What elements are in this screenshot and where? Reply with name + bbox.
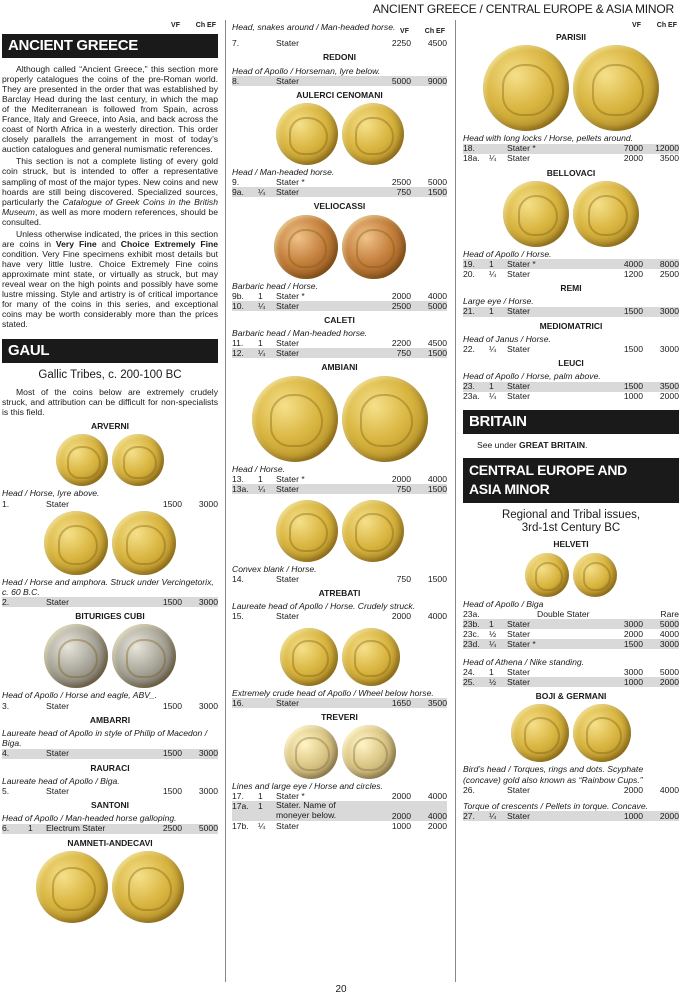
price-row: 23. 1 Stater 1500 3500 [463, 381, 679, 392]
subsection-heading: Regional and Tribal issues, 3rd-1st Century BC [501, 509, 641, 535]
coin-images [463, 553, 679, 597]
coin-images [2, 624, 218, 688]
coin-images [463, 45, 679, 131]
tribe-heading: AMBIANI [321, 362, 358, 373]
price-row: 19. 1 Stater * 4000 8000 [463, 258, 679, 269]
column-divider [225, 20, 226, 982]
price-row: 10. ¼ Stater 2500 5000 [232, 300, 447, 311]
tribe-heading: BOJI & GERMANI [535, 691, 607, 702]
tribe-heading: REDONI [322, 52, 357, 63]
price-row: 8. Stater 5000 9000 [232, 75, 447, 86]
price-row: 5. Stater 1500 3000 [2, 785, 218, 796]
coin-description: Head with long locks / Horse, pellets around. [463, 133, 634, 144]
coin-obverse-image [276, 103, 338, 165]
column-2 [232, 22, 447, 831]
coin-description: Torque of crescents / Pellets in torque. Concave. [463, 801, 649, 812]
coin-obverse-image [276, 500, 338, 562]
tribe-heading: VELIOCASSI [313, 201, 366, 212]
price-row: 22. ¼ Stater 1500 3000 [463, 343, 679, 354]
coin-description: Head of Apollo / Man-headed horse galloping. [2, 813, 177, 824]
tribe-heading: MEDIOMATRICI [539, 320, 603, 331]
section-title-britain: BRITAIN [463, 410, 679, 434]
intro-paragraph: This section is not a complete listing of every gold coin struck, but is intended to offer a representative sampling of most of the major types. New coins and new hoards are still being discovered. Specialized sources, particularly the Catalogue of Greek Coins in the British Museum, as well as more modern references, should be consulted. [2, 156, 218, 227]
tribe-heading: AMBARRI [89, 714, 131, 725]
coin-description: Head of Apollo / Horse, palm above. [463, 371, 601, 382]
coin-images [2, 851, 218, 923]
price-row: 23d. ¼ Stater * 1500 3000 [463, 638, 679, 649]
column-3 [463, 22, 679, 821]
coin-reverse-image [573, 704, 631, 762]
coin-images [232, 628, 447, 686]
coin-description: Head, snakes around / Man-headed horse. [232, 22, 396, 32]
intro-paragraph: Unless otherwise indicated, the prices in this section are coins in Very Fine and Choice Extremely Fine condition. Very Fine specimens exhibit most details but have very little lustre. Choice Extremely Fine coins approximate mint state, or virtually as struck, but may reveal wear on the high points and possibly have some lustre missing. Style and artistry is of critical importance for many of the coins in this series, and exceptional coins may be worth considerably more than the prices stated. [2, 228, 218, 330]
coin-description: Head of Apollo / Horse and eagle, ABV_. [2, 690, 158, 701]
price-row: 13a. ¼ Stater 750 1500 [232, 483, 447, 494]
coin-reverse-image [573, 45, 659, 131]
column-1 [2, 22, 218, 925]
price-row: 17b. ¼ Stater 1000 2000 [232, 821, 447, 832]
coin-description: Extremely crude head of Apollo / Wheel below horse. [232, 687, 434, 698]
price-row: 13. 1 Stater * 2000 4000 [232, 473, 447, 484]
price-row: 23a. Double Stater Rare [463, 608, 679, 619]
coin-images [232, 725, 447, 779]
price-row: 1. Stater 1500 3000 [2, 498, 218, 509]
gaul-intro: Most of the coins below are extremely crudely struck, and attribution can be difficult for non-specialists is this field. [2, 387, 218, 418]
coin-reverse-image [112, 851, 184, 923]
price-row: 18. Stater * 7000 12000 [463, 143, 679, 154]
price-row: 21. 1 Stater 1500 3000 [463, 306, 679, 317]
price-row: 17. 1 Stater * 2000 4000 [232, 791, 447, 802]
tribe-heading: BITURIGES CUBI [75, 611, 145, 622]
coin-obverse-image [36, 851, 108, 923]
tribe-heading: TREVERI [321, 711, 358, 722]
price-row: 25. ½ Stater 1000 2000 [463, 677, 679, 688]
coin-description: Head / Man-headed horse. [232, 167, 335, 177]
coin-description: Convex blank / Horse. [232, 563, 317, 574]
coin-images [232, 500, 447, 562]
price-header: VF Ch EF [400, 28, 445, 35]
coin-reverse-image [112, 511, 176, 575]
tribe-heading: HELVETI [553, 539, 589, 550]
coin-reverse-image [342, 215, 406, 279]
coin-description: Head / Horse. [232, 463, 286, 474]
coin-description: Lines and large eye / Horse and circles. [232, 781, 383, 792]
coin-images [463, 181, 679, 247]
cross-reference: See under GREAT BRITAIN. [477, 439, 588, 450]
section-title-central-europe: CENTRAL EUROPE AND ASIA MINOR [463, 458, 679, 503]
section-title-gaul: GAUL [2, 339, 218, 363]
coin-description: Barbaric head / Man-headed horse. [232, 328, 368, 338]
tribe-heading: AULERCI CENOMANI [296, 89, 383, 100]
tribe-heading: ATREBATI [318, 588, 361, 599]
coin-description: Head / Horse and amphora. Struck under Vercingetorix, c. 60 B.C. [2, 576, 214, 597]
coin-images [232, 215, 447, 279]
coin-description: Head of Janus / Horse. [463, 333, 551, 344]
tribe-heading: CALETI [324, 314, 355, 325]
price-row: 9b. 1 Stater * 2000 4000 [232, 290, 447, 301]
coin-description: Head / Horse, lyre above. [2, 488, 100, 499]
section-title-ancient-greece: ANCIENT GREECE [2, 34, 218, 58]
tribe-heading: LEUCI [558, 358, 584, 368]
page-number: 20 [335, 984, 347, 995]
intro-paragraph: Although called “Ancient Greece,” this section more properly catalogues the coins of the pre-Roman world. They are presented in the order that was established by Barclay Head during the last century, in which the map of the Mediterranean is followed from Spain, across France, Italy and Greece, into Asia, and back across the coast of North Africa in a westerly direction. This order closely parallels the arrangement in most of today’s auction catalogues and general numismatic references. [2, 64, 218, 155]
coin-images [2, 511, 218, 575]
coin-obverse-image [284, 725, 338, 779]
coin-description: Laureate head of Apollo in style of Philip of Macedon / Biga. [2, 727, 208, 749]
coin-reverse-image [573, 181, 639, 247]
coin-description: Large eye / Horse. [463, 296, 534, 307]
coin-description: Head of Apollo / Horseman, lyre below. [232, 65, 381, 76]
price-row: 24. 1 Stater 3000 5000 [463, 667, 679, 678]
price-row: 6. 1 Electrum Stater 2500 5000 [2, 823, 218, 834]
coin-obverse-image [274, 215, 338, 279]
price-row: 7. Stater 2250 4500 [232, 38, 447, 49]
price-row: 4. Stater 1500 3000 [2, 748, 218, 759]
coin-description: Barbaric head / Horse. [232, 280, 318, 291]
coin-reverse-image [342, 376, 428, 462]
coin-reverse-image [342, 103, 404, 165]
price-header: VF Ch EF [632, 22, 677, 29]
coin-description: Head of Athena / Nike standing. [463, 656, 585, 667]
coin-reverse-image [342, 500, 404, 562]
coin-description: Head of Apollo / Horse. [463, 248, 552, 259]
coin-images [232, 103, 447, 165]
coin-description: Laureate head of Apollo / Horse. Crudely struck. [232, 601, 416, 612]
price-row: 2. Stater 1500 3000 [2, 597, 218, 608]
running-title: ANCIENT GREECE / CENTRAL EUROPE & ASIA MINOR [372, 2, 674, 16]
price-row: 23b. 1 Stater 3000 5000 [463, 618, 679, 629]
price-row: 3. Stater 1500 3000 [2, 700, 218, 711]
tribe-heading: NAMNETI-ANDECAVI [67, 837, 153, 848]
price-row: 16. Stater 1650 3500 [232, 697, 447, 708]
coin-obverse-image [56, 434, 108, 486]
tribe-heading: BELLOVACI [546, 167, 596, 178]
tribe-heading: RAURACI [90, 762, 130, 773]
coin-reverse-image [112, 434, 164, 486]
coin-obverse-image [280, 628, 338, 686]
coin-obverse-image [525, 553, 569, 597]
subsection-heading: Gallic Tribes, c. 200-100 BC [38, 369, 182, 382]
coin-obverse-image [503, 181, 569, 247]
price-row: 23c. ½ Stater 2000 4000 [463, 628, 679, 639]
price-row: 20. ¼ Stater 1200 2500 [463, 268, 679, 279]
coin-description: Laureate head of Apollo / Biga. [2, 775, 120, 786]
coin-obverse-image [44, 624, 108, 688]
price-row: 23a. ¼ Stater 1000 2000 [463, 391, 679, 402]
tribe-heading: REMI [560, 283, 582, 293]
coin-images [232, 376, 447, 462]
coin-reverse-image [112, 624, 176, 688]
tribe-heading: PARISII [555, 32, 587, 42]
price-row: 12. ¼ Stater 750 1500 [232, 348, 447, 359]
price-row: 9. Stater * 2500 5000 [232, 177, 447, 188]
price-row: 14. Stater 750 1500 [232, 573, 447, 584]
price-row: 15. Stater 2000 4000 [232, 611, 447, 622]
coin-obverse-image [252, 376, 338, 462]
price-header: VF Ch EF [171, 22, 216, 29]
coin-images [463, 704, 679, 762]
coin-reverse-image [573, 553, 617, 597]
tribe-heading: SANTONI [90, 800, 130, 811]
coin-obverse-image [511, 704, 569, 762]
price-row: 26. Stater 2000 4000 [463, 784, 679, 795]
coin-obverse-image [483, 45, 569, 131]
price-row: 11. 1 Stater 2200 4500 [232, 338, 447, 349]
column-divider [455, 20, 456, 982]
coin-images [2, 434, 218, 486]
coin-reverse-image [342, 628, 400, 686]
coin-description: Bird’s head / Torques, rings and dots. Scyphate (concave) gold also known as “Rainbow Cups.” [463, 764, 644, 785]
price-row: 27. ¼ Stater 1000 2000 [463, 811, 679, 822]
coin-description: Head of Apollo / Biga [463, 598, 544, 609]
price-row: 17a. 1 Stater. Name of moneyer below. 2000 4000 [232, 800, 447, 822]
coin-reverse-image [342, 725, 396, 779]
price-row: 18a. ¼ Stater 2000 3500 [463, 153, 679, 164]
coin-obverse-image [44, 511, 108, 575]
price-row: 9a. ¼ Stater 750 1500 [232, 187, 447, 198]
tribe-heading: ARVERNI [90, 421, 130, 432]
